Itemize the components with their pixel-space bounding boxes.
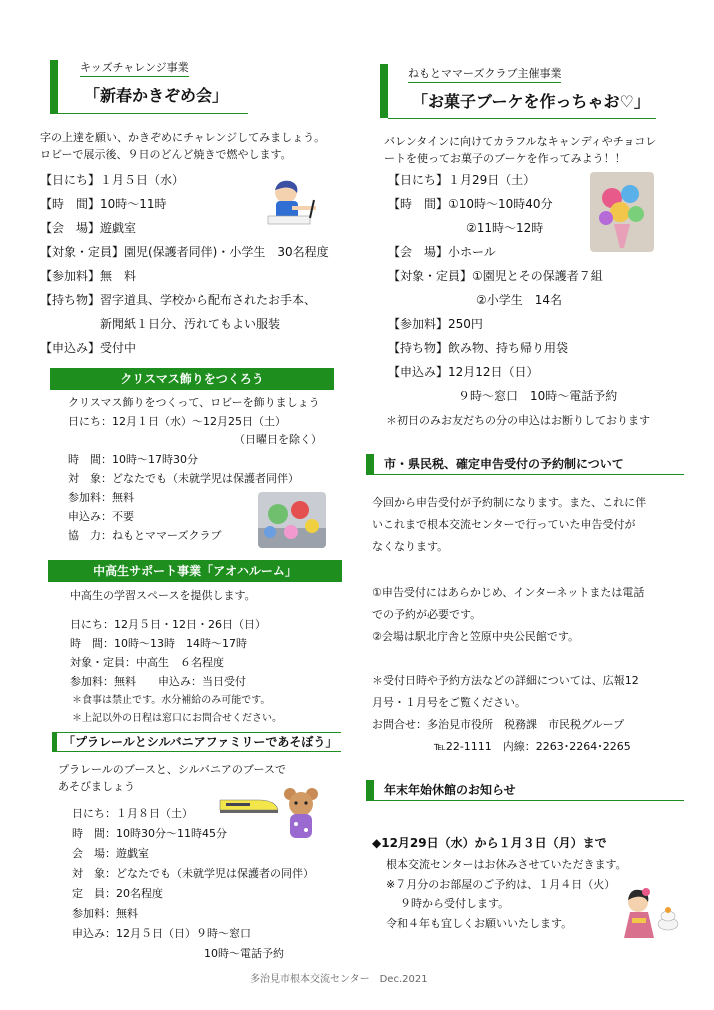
calligraphy-child-illustration: [262, 178, 324, 230]
okashi-apply-2: ９時～窓口 10時～電話予約: [458, 389, 618, 403]
plarail-title: 「プラレールとシルバニアファミリーであそぼう」: [52, 732, 341, 752]
okashi-title: 「お菓子ブーケを作っちゃお♡」: [412, 92, 650, 111]
aoharu-title: 中高生サポート事業「アオハルーム」: [48, 560, 342, 582]
kids-intro-1: 字の上達を願い、かきぞめにチャレンジしてみましょう。: [40, 131, 326, 144]
tax-text-8: 月号・１月号をご覧ください。: [372, 696, 526, 709]
holiday-text-1: 根本交流センターはお休みさせていただきます。: [386, 858, 627, 871]
kids-fee: 【参加料】無 料: [40, 269, 137, 283]
aoharu-date: 日にち：12月５日・12日・26日（日）: [70, 618, 266, 631]
plarail-apply-2: 10時～電話予約: [204, 947, 284, 960]
okashi-target: 【対象・定員】①園児とその保護者７組: [388, 269, 603, 283]
christmas-partner: 協 力：ねもとママーズクラブ: [68, 529, 222, 542]
okashi-accent-bar: [380, 64, 388, 118]
christmas-decoration-photo: [258, 492, 326, 548]
christmas-target: 対 象：どなたでも（未就学児は保護者同伴）: [68, 472, 299, 485]
kids-category: キッズチャレンジ事業: [80, 60, 189, 77]
tax-text-7: ＊受付日時や予約方法などの詳細については、広報12: [372, 674, 639, 687]
tax-title: 市・県民税、確定申告受付の予約制について: [366, 454, 684, 475]
kids-time: 【時 間】10時～11時: [40, 197, 167, 211]
plarail-intro-2: あそびましょう: [58, 780, 135, 793]
okashi-category: ねもとママーズクラブ主催事業: [408, 66, 561, 83]
tax-text-1: 今回から申告受付が予約制になります。また、これに伴: [372, 496, 647, 509]
plarail-date: 日にち：１月８日（土）: [72, 807, 193, 820]
aoharu-target: 対象・定員：中高生 ６名程度: [70, 656, 224, 669]
okashi-title-underline: [388, 118, 656, 119]
tax-text-4: ①申告受付にはあらかじめ、インターネットまたは電話: [372, 586, 645, 599]
kids-items-2: 新聞紙１日分、汚れてもよい服装: [40, 317, 281, 331]
candy-bouquet-photo: [590, 172, 654, 252]
plarail-apply: 申込み：12月５日（日）９時～窓口: [72, 927, 251, 940]
holiday-text-2: ※７月分のお部屋のご予約は、１月４日（火）: [386, 878, 616, 891]
new-year-girl-illustration: [616, 884, 680, 940]
plarail-capacity: 定 員：20名程度: [72, 887, 163, 900]
plarail-intro-1: プラレールのブースと、シルバニアのブースで: [58, 763, 286, 776]
plarail-venue: 会 場：遊戯室: [72, 847, 149, 860]
christmas-time: 時 間：10時～17時30分: [68, 453, 198, 466]
aoharu-time: 時 間：10時～13時 14時～17時: [70, 637, 247, 650]
okashi-time: 【時 間】①10時～10時40分: [388, 197, 553, 211]
kids-items: 【持ち物】習字道具、学校から配布されたお手本、: [40, 293, 317, 307]
okashi-note: ＊初日のみお友だちの分の申込はお断りしております: [386, 414, 650, 427]
christmas-intro: クリスマス飾りをつくって、ロビーを飾りましょう: [68, 396, 320, 409]
tax-text-3: なくなります。: [372, 540, 449, 553]
plarail-fee: 参加料：無料: [72, 907, 138, 920]
aoharu-note-2: ＊上記以外の日程は窓口にお問合せください。: [72, 713, 282, 724]
okashi-apply: 【申込み】12月12日（日）: [388, 365, 539, 379]
christmas-fee: 参加料：無料: [68, 491, 134, 504]
tax-text-6: ②会場は駅北庁舎と笠原中央公民館です。: [372, 630, 579, 643]
kids-title: 「新春かきぞめ会」: [84, 86, 229, 105]
aoharu-intro: 中高生の学習スペースを提供します。: [70, 589, 256, 602]
holiday-title: 年末年始休館のお知らせ: [366, 780, 684, 801]
tax-text-2: いこれまで根本交流センターで行っていた申告受付が: [372, 518, 636, 531]
christmas-date-note: （日曜日を除く）: [234, 433, 322, 446]
train-illustration: [218, 792, 280, 816]
sylvanian-bear-illustration: [280, 786, 322, 844]
kids-venue: 【会 場】遊戯室: [40, 221, 137, 235]
kids-title-underline: [58, 113, 248, 114]
okashi-venue: 【会 場】小ホール: [388, 245, 496, 259]
plarail-time: 時 間：10時30分～11時45分: [72, 827, 227, 840]
tax-contact: お問合せ：多治見市役所 税務課 市民税グループ: [372, 718, 625, 731]
aoharu-note-1: ＊食事は禁止です。水分補給のみ可能です。: [72, 695, 271, 706]
okashi-intro-2: ートを使ってお菓子のブーケを作ってみよう！！: [384, 152, 626, 165]
kids-date: 【日にち】１月５日（水）: [40, 173, 185, 187]
okashi-intro-1: バレンタインに向けてカラフルなキャンディやチョコレ: [384, 135, 657, 148]
okashi-time-2: ②11時～12時: [466, 221, 544, 235]
okashi-target-2: ②小学生 14名: [476, 293, 563, 307]
christmas-apply: 申込み：不要: [68, 510, 134, 523]
okashi-date: 【日にち】１月29日（土）: [388, 173, 536, 187]
kids-target: 【対象・定員】園児(保護者同伴)・小学生 30名程度: [40, 245, 329, 259]
okashi-items: 【持ち物】飲み物、持ち帰り用袋: [388, 341, 569, 355]
kids-intro-2: ロビーで展示後、９日のどんど焼きで燃やします。: [40, 148, 292, 161]
plarail-target: 対 象：どなたでも（未就学児は保護者の同伴）: [72, 867, 314, 880]
holiday-text-3: ９時から受付します。: [400, 897, 510, 910]
kids-apply: 【申込み】受付中: [40, 341, 137, 355]
okashi-fee: 【参加料】250円: [388, 317, 483, 331]
holiday-text-4: 令和４年も宜しくお願いいたします。: [386, 917, 573, 930]
tax-text-5: での予約が必要です。: [372, 608, 482, 621]
christmas-title: クリスマス飾りをつくろう: [50, 368, 334, 390]
kids-accent-bar: [50, 60, 58, 114]
footer-text: 多治見市根本交流センター Dec.2021: [250, 974, 428, 985]
holiday-dates: ◆12月29日（水）から１月３日（月）まで: [372, 836, 607, 850]
tax-phone: ℡22-1111 内線：2263･2264･2265: [434, 740, 631, 753]
aoharu-fee-apply: 参加料：無料 申込み：当日受付: [70, 675, 246, 688]
christmas-date: 日にち：12月１日（水）～12月25日（土）: [68, 415, 286, 428]
